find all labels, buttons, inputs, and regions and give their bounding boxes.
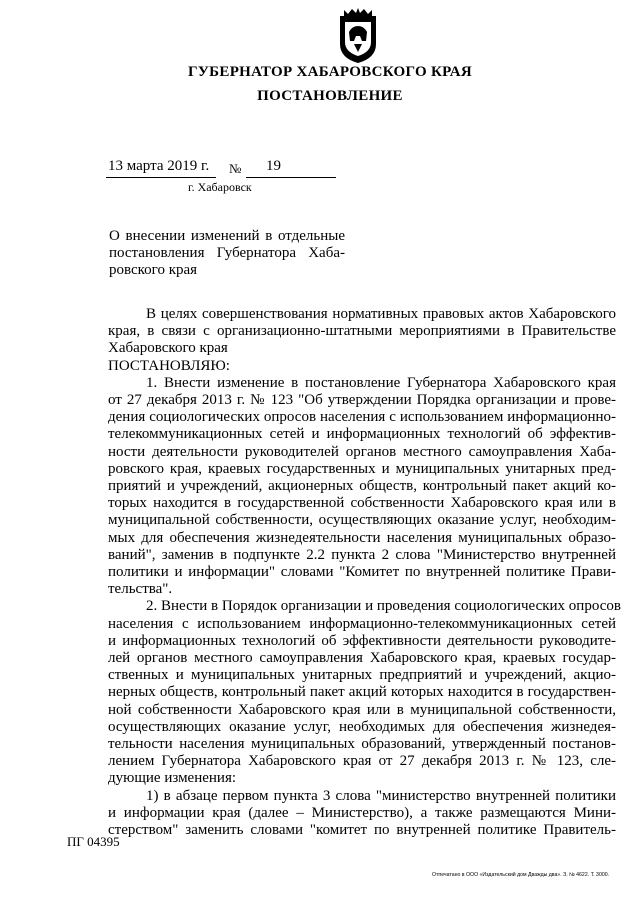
body-line: тельности населения муниципальных образований, утвержденный постанов- [108, 736, 616, 753]
body-line: дения социологических опросов населения с использованием информационно- [108, 409, 616, 426]
body-line: телекоммуникационных сетей и информационных технологий об эффектив- [108, 426, 616, 443]
subject-line: О внесении изменений в отдельные [109, 228, 345, 244]
body-line: Хабаровского края [108, 340, 228, 357]
body-line: осуществляющих оказание услуг, необходимых для обеспечения жизнедея- [108, 718, 616, 735]
body-line: ности деятельности руководителей органов местного самоуправления Хаба- [108, 443, 616, 460]
body-line: населения с использованием информационно-телекоммуникационных сетей [108, 615, 616, 632]
document-body [108, 306, 621, 839]
document-code: ПГ 04395 [67, 834, 120, 849]
authority-title: ГУБЕРНАТОР ХАБАРОВСКОГО КРАЯ [188, 64, 472, 80]
body-line: ПОСТАНОВЛЯЮ: [108, 357, 230, 374]
coat-of-arms-icon [336, 8, 380, 64]
body-line: 1) в абзаце первом пункта 3 слова "министерство внутренней политики [146, 787, 616, 804]
body-line: муниципальной собственности, осуществляющих оказание услуг, необходим- [108, 512, 616, 529]
number-sign: № [229, 161, 242, 176]
document-type: ПОСТАНОВЛЕНИЕ [257, 88, 403, 104]
body-line: лением Губернатора Хабаровского края от 27 декабря 2013 г. № 123, сле- [108, 753, 616, 770]
body-line: ваний", заменив в подпункте 2.2 пункта 2 слова "Министерство внутренней [108, 546, 616, 563]
body-line: тельства". [108, 581, 173, 598]
body-line: нерных обществ, контрольный пакет акций которых находится в государствен- [108, 684, 616, 701]
subject-line: ровского края [109, 262, 198, 278]
body-line: В целях совершенствования нормативных правовых актов Хабаровского [146, 306, 616, 322]
date-underline [106, 177, 216, 178]
body-line: и информационных технологий об эффективности деятельности руководите- [108, 632, 616, 649]
body-line: края, в связи с организационно-штатными мероприятиями в Правительстве [108, 323, 616, 340]
body-line: стерством" заменить словами "комитет по внутренней политике Правитель- [108, 822, 616, 839]
body-line: ственных и муниципальных унитарных предприятий и учреждений, акцио- [108, 667, 616, 684]
document-date: 13 марта 2019 г. [108, 158, 210, 174]
body-line: 1. Внести изменение в постановление Губернатора Хабаровского края [146, 374, 616, 391]
body-line: мых для обеспечения жизнедеятельности населения муниципальных образо- [108, 529, 616, 546]
document-number: 19 [266, 158, 281, 174]
printer-note: Отпечатано в ООО «Издательский дом Дважды два». З. № 4622. Т. 3000. [432, 872, 610, 878]
body-line: 2. Внести в Порядок организации и проведения социологических опросов [146, 598, 621, 615]
body-line: и информации края (далее – Министерство), а также размещаются Мини- [108, 804, 616, 821]
body-line: дующие изменения: [108, 770, 237, 787]
body-line: торых находится в государственной собственности Хабаровского края или в [108, 495, 616, 512]
body-line: лей органов местного самоуправления Хабаровского края, краевых государ- [108, 650, 616, 667]
subject-line: постановления Губернатора Хаба- [109, 245, 345, 261]
number-underline [246, 177, 336, 178]
body-line: ной собственности Хабаровского края или в муниципальной собственности, [108, 701, 616, 718]
subject [109, 228, 345, 279]
body-line: политики и информации" словами "Комитет по внутренней политике Прави- [108, 564, 616, 581]
city: г. Хабаровск [188, 180, 252, 194]
body-line: от 27 декабря 2013 г. № 123 "Об утверждении Порядка организации и прове- [108, 392, 616, 409]
body-line: ровского края, краевых государственных и муниципальных унитарных пред- [108, 460, 616, 477]
body-line: приятий и учреждений, акционерных обществ, контрольный пакет акций ко- [108, 478, 616, 495]
